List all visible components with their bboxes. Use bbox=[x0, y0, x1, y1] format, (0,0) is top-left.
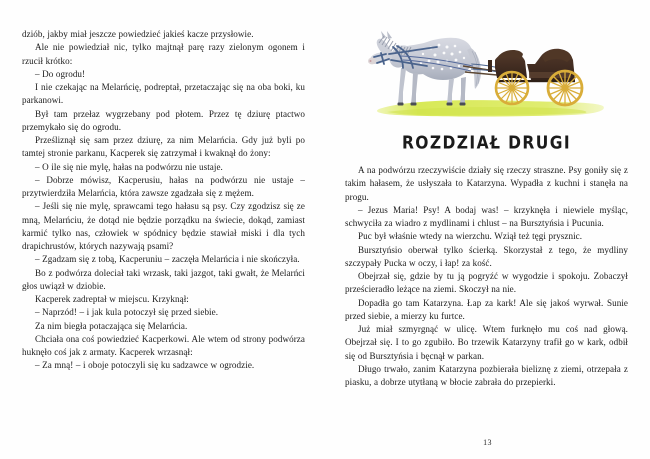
paragraph: – O ile się nie mylę, hałas na podwórzu nie ustaje. bbox=[35, 161, 223, 172]
paragraph: Już miał szmyrgnąć w ulicę. Wtem furknęło mu coś nad głową. Obejrzał się. I to go zgubiło. Bo trzewik Katarzyny trafił go w kark, odbił się od Bursztyńsia i bęcnął w parkan. bbox=[345, 324, 628, 361]
paragraph: – Naprzód! – i jak kula potoczył się przed siebie. bbox=[35, 307, 219, 318]
chapter-title: ROZDZIAŁ DRUGI bbox=[401, 132, 572, 154]
paragraph: A na podwórzu rzeczywiście działy się rzeczy straszne. Psy goniły się z takim hałasem, że usłyszała to Katarzyna. Wypadła z kuchni i stanęła na progu. bbox=[345, 165, 628, 202]
carriage-rear-wheel bbox=[548, 71, 582, 105]
paragraph: Kacperek zadreptał w miejscu. Krzyknął: bbox=[35, 294, 189, 304]
paragraph: – Do ogrodu! bbox=[35, 68, 86, 79]
horse-figure bbox=[368, 31, 481, 106]
paragraph: – Dobrze mówisz, Kacperusiu, hałas na podwórzu nie ustaje – przytwierdziła Melarńcia, która zawsze zgadzała się z mężem. bbox=[22, 174, 305, 198]
page-number: 13 bbox=[483, 438, 492, 447]
paragraph: Obejrzał się, gdzie by tu ją pogryźć w wygodzie i spokoju. Zobaczył prześcieradło leżące na ziemi. Skoczył na nie. bbox=[345, 271, 628, 295]
paragraph: – Jezus Maria! Psy! A bodaj was! – krzyknęła i niewiele myśląc, schwyciła za wiadro z mydlinami i chlust – na Bursztyńsia i Pucunia. bbox=[345, 204, 628, 228]
paragraph: – Jeśli się nie mylę, sprawcami tego hałasu są psy. Czy zgodzisz się ze mną, Melarńciu, że dotąd nie będzie porządku na świecie, dokąd, zamiast karmić tylko nas, człowiek w spódnicy będzie stawiał miski i dla tych drapichrustów, których nazywają psami? bbox=[22, 201, 305, 251]
right-page bbox=[325, 0, 650, 459]
paragraph: Ale nie powiedział nic, tylko majtnął parę razy zielonym ogonem i rzucił krótko: bbox=[22, 42, 305, 66]
paragraph: – Za mną! – i oboje potoczyli się ku sadzawce w ogrodzie. bbox=[35, 360, 255, 371]
paragraph: Bo z podwórza doleciał taki wrzask, taki jazgot, taki gwałt, że Melarńci głos uwiązł w dziobie. bbox=[22, 267, 305, 291]
carriage-front-wheel bbox=[496, 72, 528, 104]
horse-and-carriage-illustration bbox=[345, 16, 628, 128]
paragraph: Puc był właśnie wtedy na wierzchu. Wziął też tęgi prysznic. bbox=[358, 231, 583, 242]
paragraph: Dopadła go tam Katarzyna. Łap za kark! Ale się jakoś wyrwał. Sunie przed siebie, a mierzy ku furtce. bbox=[345, 297, 628, 321]
paragraph: Był tam przełaz wygrzebany pod płotem. Przez tę dziurę ptactwo przemykało się do ogrodu. bbox=[22, 108, 305, 132]
right-page-text-block bbox=[345, 164, 628, 389]
paragraph: Prześliznął się sam przez dziurę, za nim Melarńcia. Gdy już byli po tamtej stronie parkanu, Kacperek się zatrzymał i kwaknął do żony: bbox=[22, 135, 305, 159]
left-page-text-block bbox=[22, 28, 305, 373]
paragraph: dziób, jakby miał jeszcze powiedzieć jakieś kacze przysłowie. bbox=[22, 29, 254, 39]
paragraph: I nie czekając na Melarńcię, podreptał, przetaczając się na oba boki, ku parkanowi. bbox=[22, 82, 305, 106]
carriage-figure bbox=[488, 49, 582, 105]
ground-brushstroke bbox=[377, 100, 604, 116]
paragraph: Bursztyńsio oberwał tylko ścierką. Skorzystał z tego, że mydliny szczypały Pucka w oczy, i łap! za kość. bbox=[345, 244, 628, 268]
paragraph: Chciała ona coś powiedzieć Kacperkowi. Ale wtem od strony podwórza huknęło coś jak z armaty. Kacperek wrzasnął: bbox=[22, 333, 305, 357]
paragraph: Długo trwało, zanim Katarzyna pozbierała bieliznę z ziemi, otrzepała z piasku, a dobrze utytłaną w błocie zabrała do przepierki. bbox=[345, 363, 628, 387]
paragraph: Za nim biegła potaczająca się Melarńcia. bbox=[35, 320, 188, 331]
paragraph: – Zgadzam się z tobą, Kacperuniu – zaczęła Melarńcia i nie skończyła. bbox=[35, 254, 300, 265]
